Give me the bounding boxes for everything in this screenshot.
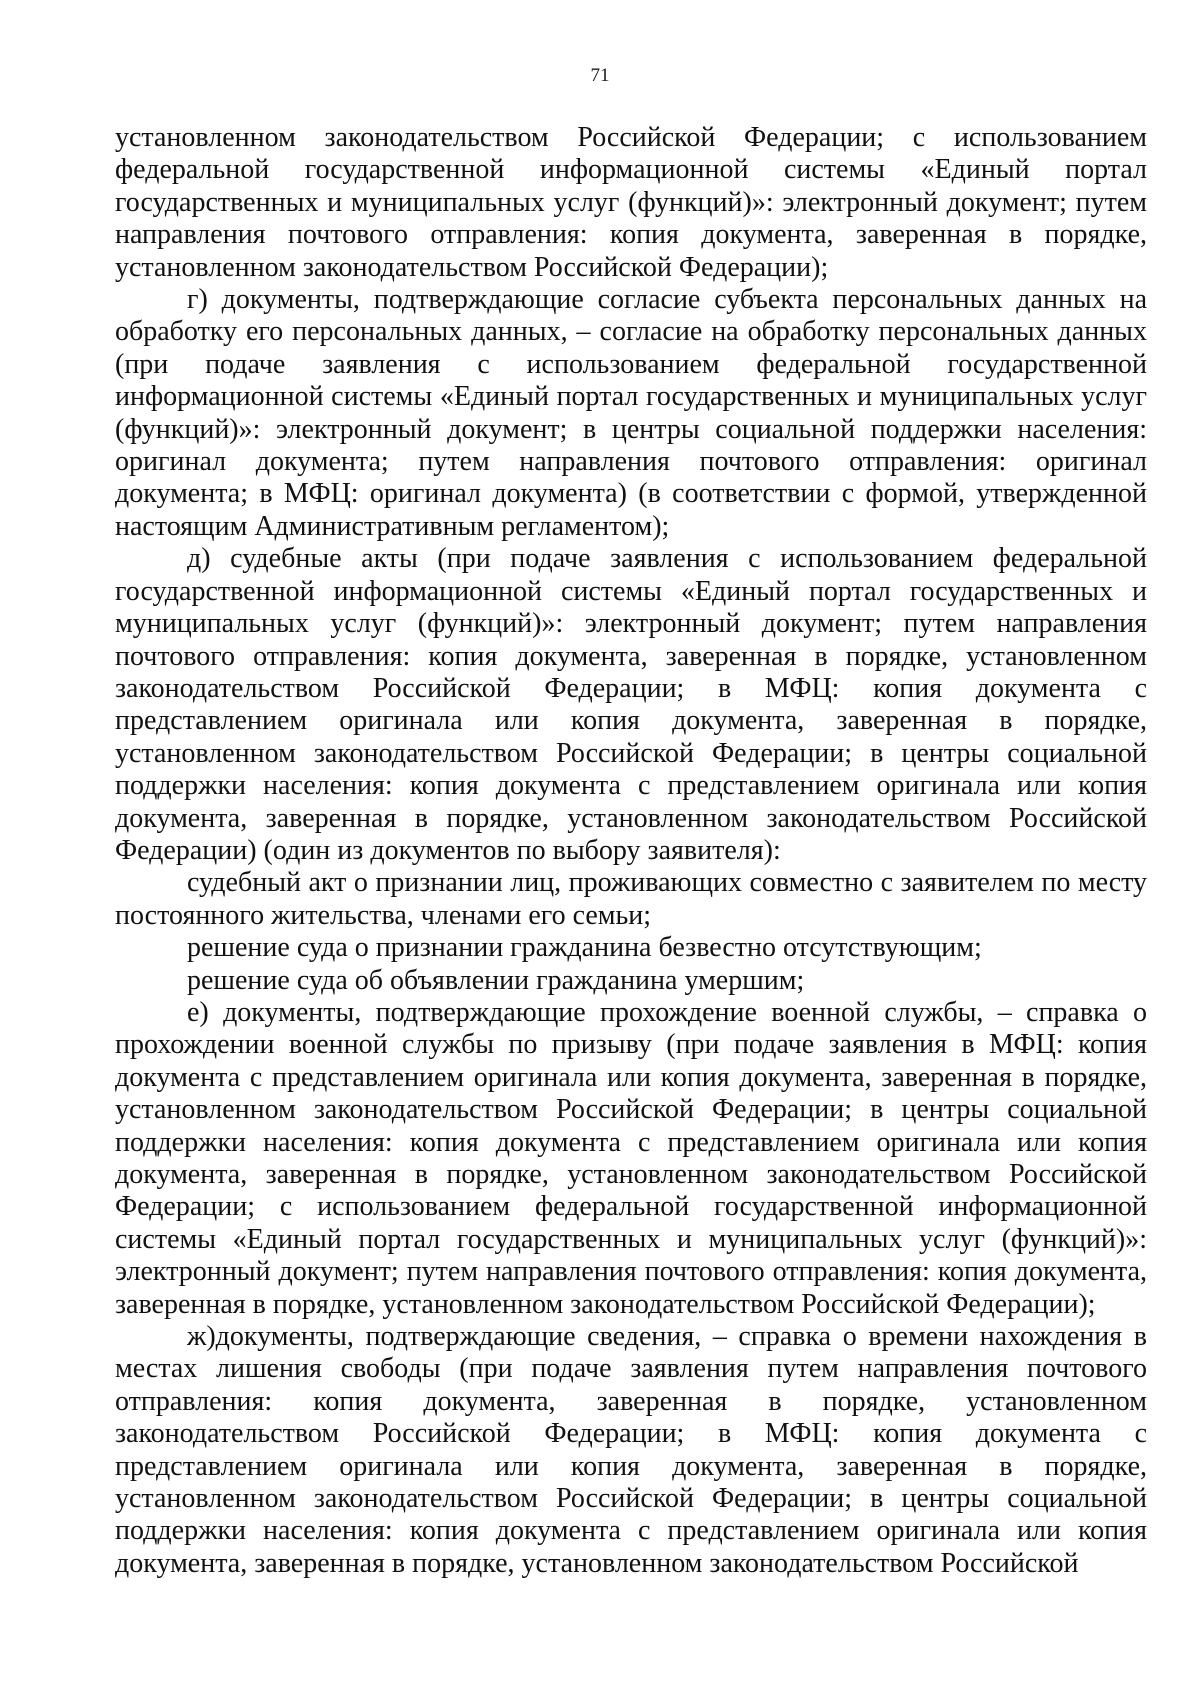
paragraph-item-e: е) документы, подтверждающие прохождение военной службы, – справка о прохождении военной службы по призыву (при подаче заявления в МФЦ: копия документа с представлением оригинала или копия документа, заверенная в порядке, установленном законодательством Российской Федерации; в центры социальной поддержки населения: копия документа с представлением оригинала или копия документа, заверенная в порядке, установленном законодательством Российской Федерации; с использованием федеральной государственной информационной системы «Единый портал государственных и муниципальных услуг (функций)»: электронный документ; путем направления почтового отправления: копия документа, заверенная в порядке, установленном законодательством Российской Федерации); (115, 996, 1147, 1320)
paragraph-subitem-deceased: решение суда об объявлении гражданина умершим; (187, 964, 805, 996)
document-body (115, 122, 1147, 1580)
paragraph-subitem-court-act: судебный акт о признании лиц, проживающих совместно с заявителем по месту постоянного жительства, членами его семьи; (115, 867, 1147, 931)
paragraph-item-d: д) судебные акты (при подаче заявления с использованием федеральной государственной информационной системы «Единый портал государственных и муниципальных услуг (функций)»: электронный документ; путем направления почтового отправления: копия документа, заверенная в порядке, установленном законодательством Российской Федерации; в МФЦ: копия документа с представлением оригинала или копия документа, заверенная в порядке, установленном законодательством Российской Федерации; в центры социальной поддержки населения: копия документа с представлением оригинала или копия документа, заверенная в порядке, установленном законодательством Российской Федерации) (один из документов по выбору заявителя): (115, 543, 1147, 866)
paragraph-item-g: г) документы, подтверждающие согласие субъекта персональных данных на обработку его персональных данных, – согласие на обработку персональных данных (при подаче заявления с использованием федеральной государственной информационной системы «Единый портал государственных и муниципальных услуг (функций)»: электронный документ; в центры социальной поддержки населения: оригинал документа; путем направления почтового отправления: оригинал документа; в МФЦ: оригинал документа) (в соответствии с формой, утвержденной настоящим Административным регламентом); (115, 284, 1147, 542)
paragraph-subitem-missing: решение суда о признании гражданина безвестно отсутствующим; (187, 932, 982, 964)
paragraph-continuation: установленном законодательством Российской Федерации; с использованием федеральной государственной информационной системы «Единый портал государственных и муниципальных услуг (функций)»: электронный документ; путем направления почтового отправления: копия документа, заверенная в порядке, установленном законодательством Российской Федерации); (115, 122, 1147, 283)
page-number: 71 (590, 65, 610, 86)
paragraph-item-zh: ж)документы, подтверждающие сведения, – справка о времени нахождения в местах лишения свободы (при подаче заявления путем направления почтового отправления: копия документа, заверенная в порядке, установленном законодательством Российской Федерации; в МФЦ: копия документа с представлением оригинала или копия документа, заверенная в порядке, установленном законодательством Российской Федерации; в центры социальной поддержки населения: копия документа с представлением оригинала или копия документа, заверенная в порядке, установленном законодательством Российской (115, 1321, 1147, 1579)
